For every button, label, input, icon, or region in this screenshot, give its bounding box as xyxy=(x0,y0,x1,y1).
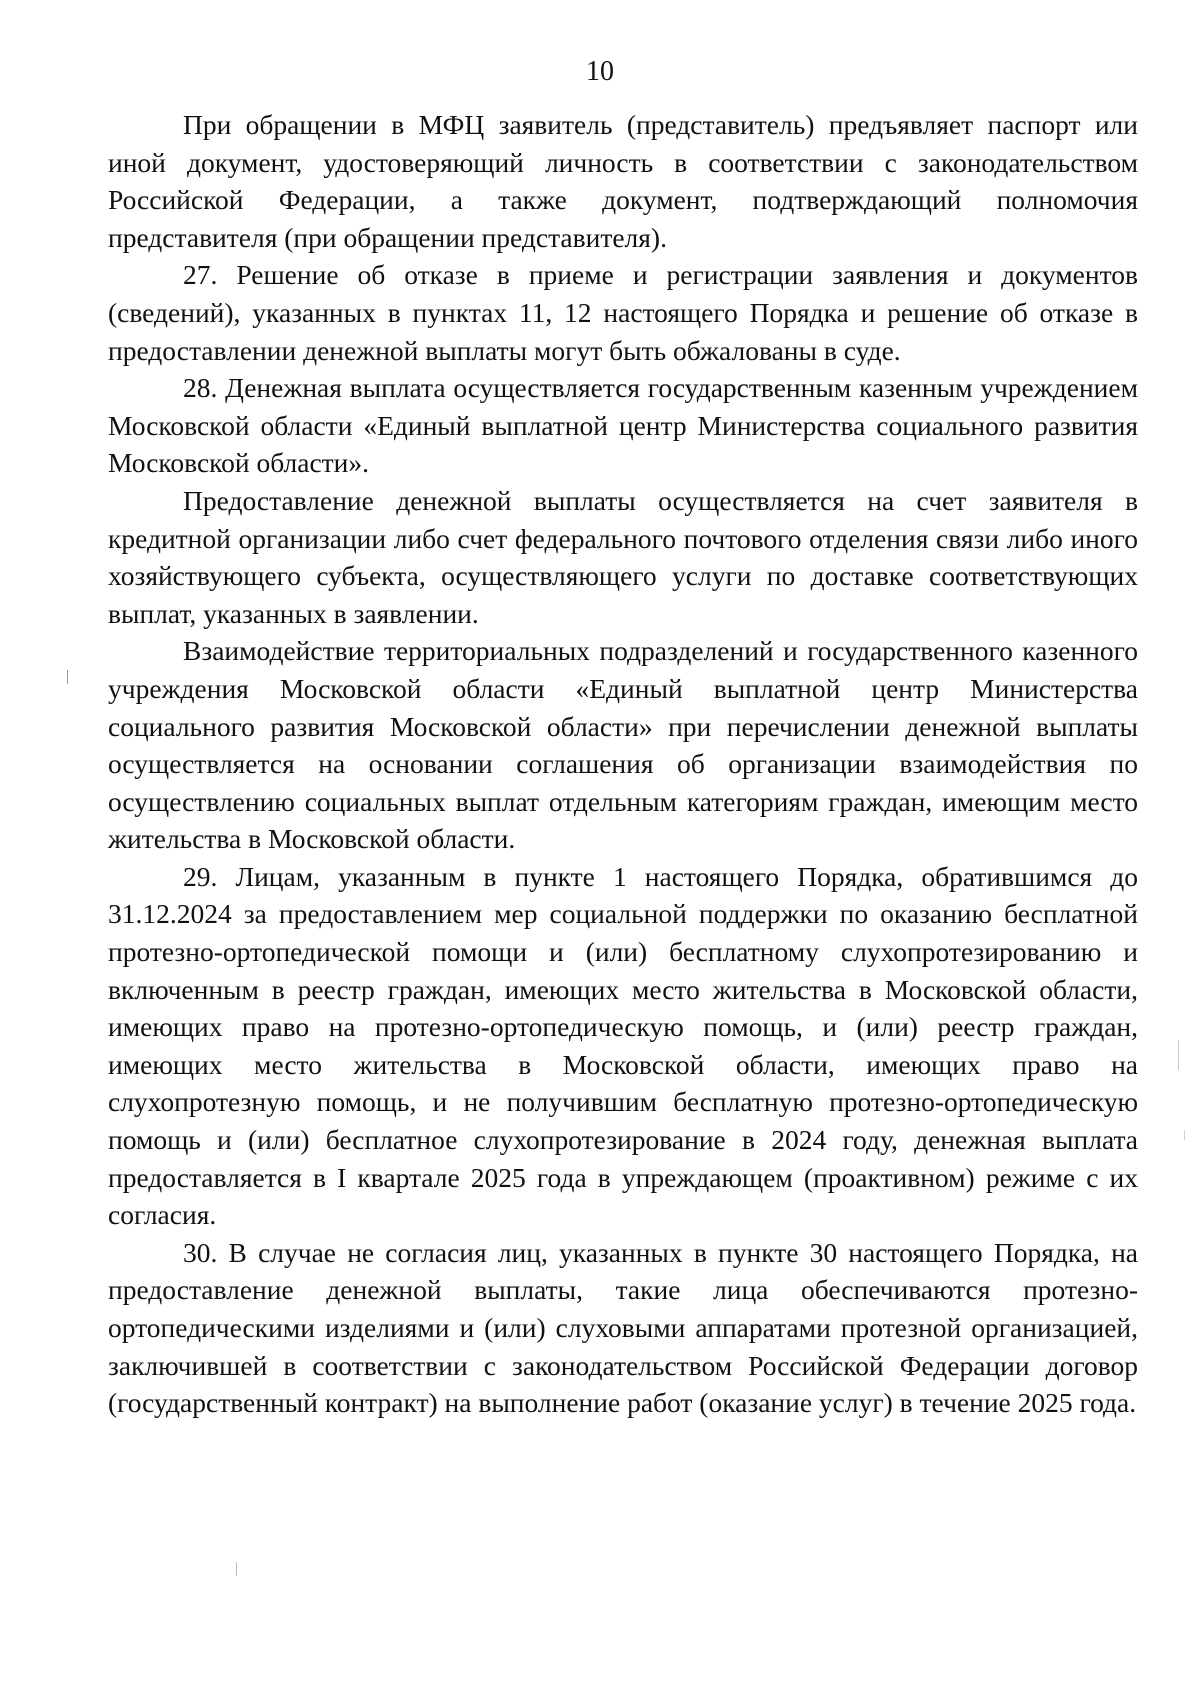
page-number: 10 xyxy=(586,56,614,87)
scan-artifact xyxy=(236,1562,237,1576)
paragraph-30: 30. В случае не согласия лиц, указанных в пункте 30 настоящего Порядка, на предоставление денежной выплаты, такие лица обеспечиваются протезно-ортопедическими изделиями и (или) слуховыми аппаратами протезной организацией, заключившей в соответствии с законодательством Российской Федерации договор (государственный контракт) на выполнение работ (оказание услуг) в течение 2025 года. xyxy=(108,1236,1138,1419)
paragraph-payment-account: Предоставление денежной выплаты осуществляется на счет заявителя в кредитной организации либо счет федерального почтового отделения связи либо иного хозяйствующего субъекта, осуществляющего услуги по доставке соответствующих выплат, указанных в заявлении. xyxy=(108,484,1138,629)
document-body xyxy=(108,106,1138,1422)
paragraph-28: 28. Денежная выплата осуществляется государственным казенным учреждением Московской области «Единый выплатной центр Министерства социального развития Московской области». xyxy=(108,372,1138,479)
paragraph-27: 27. Решение об отказе в приеме и регистрации заявления и документов (сведений), указанных в пунктах 11, 12 настоящего Порядка и решение об отказе в предоставлении денежной выплаты могут быть обжалованы в суде. xyxy=(108,259,1138,366)
paragraph-interaction: Взаимодействие территориальных подразделений и государственного казенного учреждения Московской области «Единый выплатной центр Министерства социального развития Московской области» при перечислении денежной выплаты осуществляется на основании соглашения об организации взаимодействия по осуществлению социальных выплат отдельным категориям граждан, имеющим место жительства в Московской области. xyxy=(108,635,1138,855)
scan-artifact xyxy=(1178,1040,1179,1070)
scan-artifact xyxy=(67,670,68,684)
paragraph-29: 29. Лицам, указанным в пункте 1 настоящего Порядка, обратившимся до 31.12.2024 за предоставлением мер социальной поддержки по оказанию бесплатной протезно-ортопедической помощи и (или) бесплатному слухопротезированию и включенным в реестр граждан, имеющих место жительства в Московской области, имеющих право на протезно-ортопедическую помощь, и (или) реестр граждан, имеющих место жительства в Московской области, имеющих право на слухопротезную помощь, и не получившим бесплатную протезно-ортопедическую помощь и (или) бесплатное слухопротезирование в 2024 году, денежная выплата предоставляется в I квартале 2025 года в упреждающем (проактивном) режиме с их согласия. xyxy=(108,860,1138,1231)
paragraph-mfc-documents: При обращении в МФЦ заявитель (представитель) предъявляет паспорт или иной документ, удостоверяющий личность в соответствии с законодательством Российской Федерации, а также документ, подтверждающий полномочия представителя (при обращении представителя). xyxy=(108,109,1138,253)
scan-artifact xyxy=(1184,1130,1185,1140)
